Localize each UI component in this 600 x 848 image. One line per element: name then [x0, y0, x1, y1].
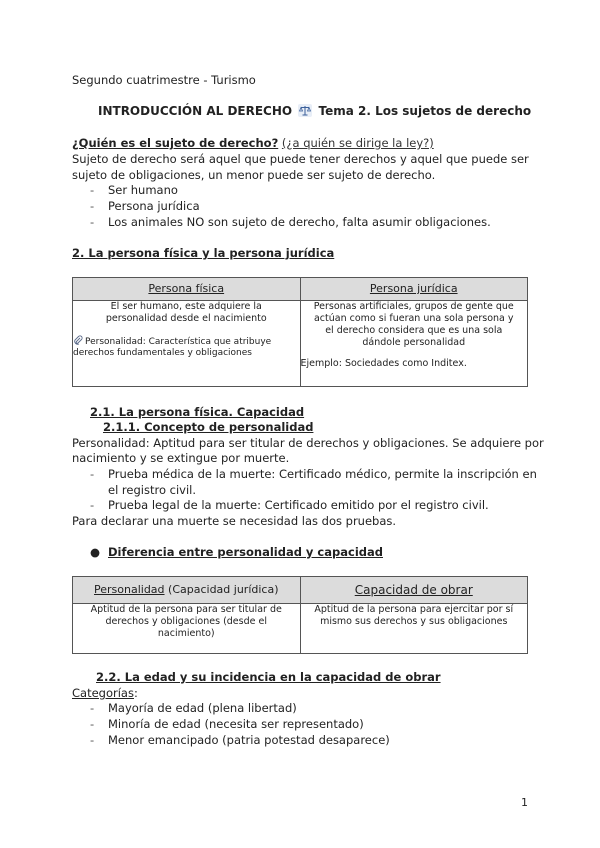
s21-bullet-2-text: Prueba legal de la muerte: Certificado emitido por el registro civil.	[108, 498, 489, 512]
s21-para-2: Para declarar una muerte se necesidad las dos pruebas.	[72, 514, 397, 528]
s1-question: ¿Quién es el sujeto de derecho?	[72, 136, 279, 150]
header-subtitle: Segundo cuatrimestre - Turismo	[72, 73, 256, 87]
capacidad-obrar-cell	[300, 604, 528, 654]
s1-bullet-2: - Persona jurídica	[90, 199, 200, 213]
s21-heading: 2.1. La persona física. Capacidad	[90, 405, 305, 419]
s22-categories	[72, 686, 138, 701]
capacidad-table-header-1	[73, 577, 301, 604]
persona-juridica-cell	[300, 301, 528, 387]
title-right: Tema 2. Los sujetos de derecho	[318, 104, 532, 118]
persona-table-header-1-text: Persona física	[148, 282, 225, 295]
personalidad-note-line-1: Personalidad: Característica que atribuye	[85, 337, 272, 347]
s22-categories-colon: :	[133, 686, 138, 700]
persona-table	[72, 277, 528, 387]
s1-bullet-3-text: Los animales NO son sujeto de derecho, falta asumir obligaciones.	[108, 215, 491, 229]
page-number: 1	[521, 796, 528, 809]
s1-question-note: (¿a quién se dirige la ley?)	[281, 136, 434, 150]
persona-juridica-line-1: Personas artificiales, grupos de gente que	[313, 301, 514, 312]
persona-fisica-cell	[73, 301, 301, 387]
persona-juridica-line-4: dándole personalidad	[362, 337, 466, 348]
persona-table-header-2-text: Persona jurídica	[369, 282, 458, 295]
s21-para-line-2: nacimiento y se extingue por muerte.	[72, 451, 290, 465]
s1-bullet-1-text: Ser humano	[108, 183, 178, 197]
personalidad-note	[73, 335, 300, 359]
personalidad-cell-line-2: derechos y obligaciones (desde el	[105, 616, 267, 627]
s1-question-line	[72, 136, 434, 151]
paperclip-icon	[73, 335, 83, 345]
s22-bullet-1: - Mayoría de edad (plena libertad)	[90, 701, 297, 715]
s22-bullet-3: - Menor emancipado (patria potestad desaparece)	[90, 733, 390, 747]
s22-bullet-1-text: Mayoría de edad (plena libertad)	[108, 701, 297, 715]
s21-bullet-1-text: Prueba médica de la muerte: Certificado médico, permite la inscripción en	[108, 467, 537, 481]
persona-table-header-1	[73, 278, 301, 301]
s2-heading: 2. La persona física y la persona jurídica	[72, 246, 335, 260]
s21-bullet-1: - Prueba médica de la muerte: Certificado médico, permite la inscripción en	[90, 467, 537, 481]
s22-heading: 2.2. La edad y su incidencia en la capacidad de obrar	[96, 670, 441, 684]
personalidad-note-line-2: derechos fundamentales y obligaciones	[73, 348, 252, 358]
bullet-dot: ●	[90, 545, 101, 559]
capacidad-table-header-1-u: Personalidad	[94, 583, 165, 596]
capacidad-table-header-2-text: Capacidad de obrar	[354, 583, 473, 597]
capacidad-table-header-1-rest: (Capacidad jurídica)	[164, 583, 279, 596]
s21-bullet-2: - Prueba legal de la muerte: Certificado emitido por el registro civil.	[90, 498, 489, 512]
s21-bullet-1-cont: el registro civil.	[108, 483, 197, 497]
persona-juridica-line-3: el derecho considera que es una sola	[325, 325, 503, 336]
s1-para-line-2: sujeto de obligaciones, un menor puede ser sujeto de derecho.	[72, 168, 436, 182]
page-title	[98, 104, 531, 119]
s22-bullet-3-text: Menor emancipado (patria potestad desaparece)	[108, 733, 390, 747]
scale-icon	[298, 104, 312, 117]
persona-fisica-line-1: El ser humano, este adquiere la	[110, 301, 262, 312]
capacidad-table	[72, 576, 528, 654]
personalidad-cell	[73, 604, 301, 654]
title-left: INTRODUCCIÓN AL DERECHO	[98, 104, 293, 118]
persona-table-header-2	[300, 278, 528, 301]
persona-juridica-line-2: actúan como si fueran una sola persona y	[313, 313, 514, 324]
capacidad-obrar-line-1: Aptitud de la persona para ejercitar por sí	[314, 604, 514, 615]
s1-bullet-3: - Los animales NO son sujeto de derecho, falta asumir obligaciones.	[90, 215, 491, 229]
diff-heading: Diferencia entre personalidad y capacidad	[108, 545, 383, 559]
s1-bullet-2-text: Persona jurídica	[108, 199, 200, 213]
s22-categories-label: Categorías	[72, 686, 134, 700]
s22-bullet-2: - Minoría de edad (necesita ser representado)	[90, 717, 364, 731]
capacidad-table-header-2	[300, 577, 528, 604]
s21-para-line-1: Personalidad: Aptitud para ser titular de derechos y obligaciones. Se adquiere por	[72, 436, 544, 450]
personalidad-cell-line-3: nacimiento)	[157, 628, 215, 639]
s1-para-line-1: Sujeto de derecho será aquel que puede tener derechos y aquel que puede ser	[72, 152, 529, 166]
persona-juridica-example: Ejemplo: Sociedades como Inditex.	[300, 358, 467, 369]
capacidad-obrar-line-2: mismo sus derechos y sus obligaciones	[320, 616, 508, 627]
personalidad-cell-line-1: Aptitud de la persona para ser titular de	[90, 604, 282, 615]
s22-bullet-2-text: Minoría de edad (necesita ser representado)	[108, 717, 364, 731]
s211-heading: 2.1.1. Concepto de personalidad	[103, 420, 314, 434]
s1-bullet-1: - Ser humano	[90, 183, 178, 197]
persona-fisica-line-2: personalidad desde el nacimiento	[105, 313, 267, 324]
diff-heading-line	[90, 545, 383, 560]
